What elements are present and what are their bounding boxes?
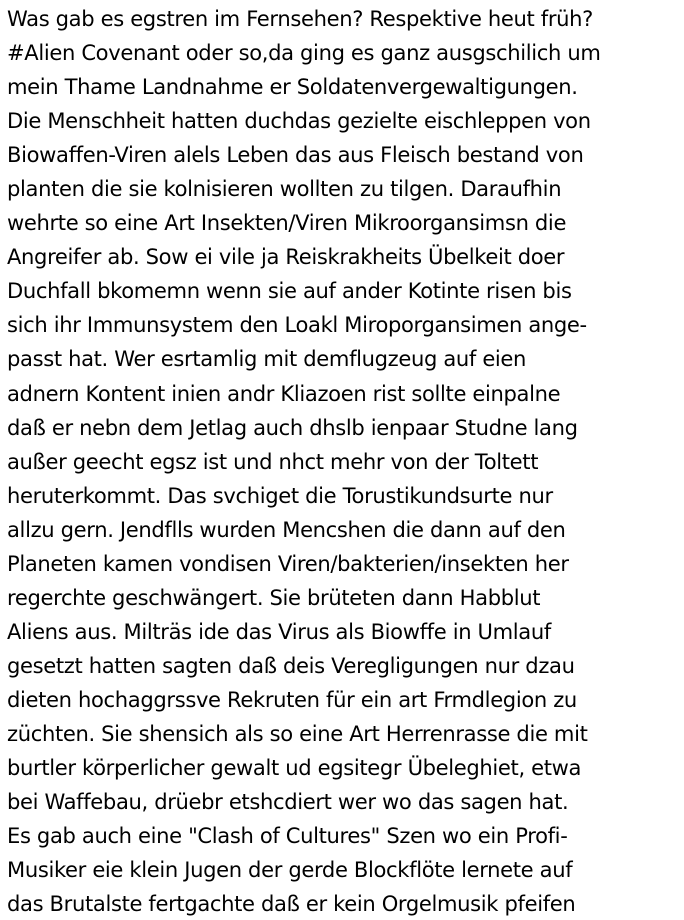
text-line: Musiker eie klein Jugen der gerde Blockflöte lernete auf (7, 857, 573, 883)
text-line: gesetzt hatten sagten daß deis Veregligungen nur dzau (7, 652, 575, 678)
text-line: #Alien Covenant oder so,da ging es ganz ausgschilich um (7, 40, 601, 66)
text-line: Planeten kamen vondisen Viren/bakterien/insekten her (7, 550, 569, 576)
text-line: Duchfall bkomemn wenn sie auf ander Kotinte risen bis (7, 278, 572, 304)
text-line: daß er nebn dem Jetlag auch dhslb ienpaar Studne lang (7, 414, 578, 440)
text-line: sich ihr Immunsystem den Loakl Miroporgansimen ange- (7, 312, 587, 338)
text-line: regerchte geschwängert. Sie brüteten dann Habblut (7, 584, 541, 610)
body-text (7, 2, 683, 920)
text-line: Biowaffen-Viren alels Leben das aus Fleisch bestand von (7, 142, 584, 168)
text-line: bei Waffebau, drüebr etshcdiert wer wo das sagen hat. (7, 789, 569, 815)
text-line: außer geecht egsz ist und nhct mehr von der Toltett (7, 448, 539, 474)
text-line: mein Thame Landnahme er Soldatenvergewaltigungen. (7, 74, 578, 100)
text-line: Was gab es egstren im Fernsehen? Respektive heut früh? (7, 6, 594, 31)
text-line: passt hat. Wer esrtamlig mit demflugzeug auf eien (7, 346, 527, 372)
text-line: Aliens aus. Milträs ide das Virus als Biowffe in Umlauf (7, 618, 551, 644)
text-line: züchten. Sie shensich als so eine Art Herrenrasse die mit (7, 720, 588, 746)
text-line: dieten hochaggrssve Rekruten für ein art Frmdlegion zu (7, 686, 577, 712)
text-line: allzu gern. Jendflls wurden Mencshen die dann auf den (7, 516, 566, 542)
text-line: planten die sie kolnisieren wollten zu tilgen. Daraufhin (7, 176, 562, 202)
text-line: Die Menschheit hatten duchdas gezielte eischleppen von (7, 108, 591, 134)
text-line: das Brutalste fertgachte daß er kein Orgelmusik pfeifen (7, 891, 576, 917)
text-line: Angreifer ab. Sow ei vile ja Reiskrakheits Übelkeit doer (7, 244, 565, 270)
text-line: heruterkommt. Das svchiget die Torustikundsurte nur (7, 482, 553, 508)
text-line: adnern Kontent inien andr Kliazoen rist sollte einpalne (7, 380, 561, 406)
text-line: wehrte so eine Art Insekten/Viren Mikroorgansimsn die (7, 210, 567, 236)
text-line: Es gab auch eine "Clash of Cultures" Szen wo ein Profi- (7, 823, 568, 849)
text-line: burtler körperlicher gewalt ud egsitegr Übeleghiet, etwa (7, 755, 582, 781)
